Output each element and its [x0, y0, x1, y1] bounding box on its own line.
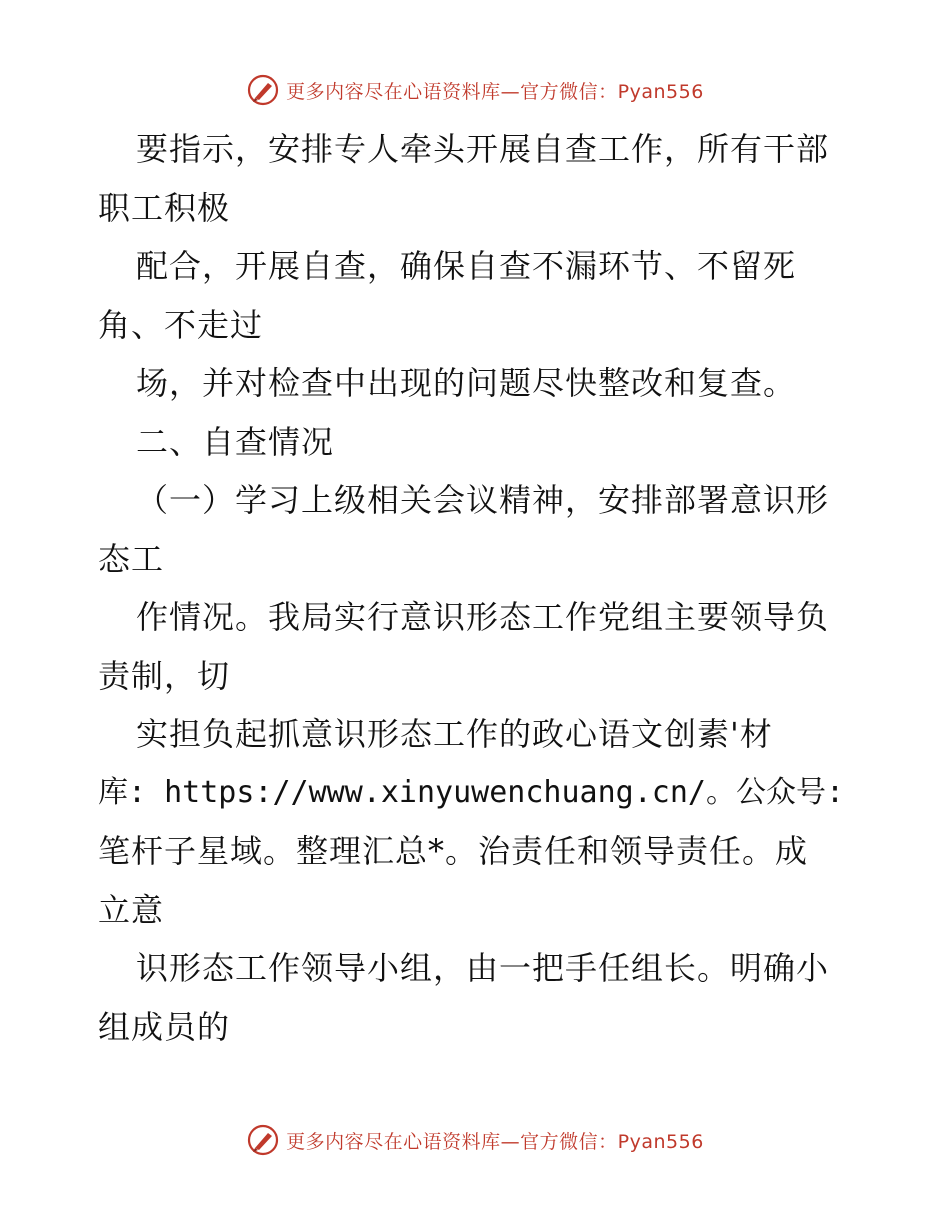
body-text-line: 二、自查情况 — [136, 422, 335, 461]
page-footer — [0, 1122, 950, 1158]
body-text-line: 识形态工作领导小组，由一把手任组长。明确小 — [136, 949, 830, 987]
body-text-line: 场，并对检查中出现的问题尽快整改和复查。 — [136, 364, 797, 402]
body-text-line: 库: https://www.xinyuwenchuang.cn/。公众号: — [98, 774, 845, 810]
body-text-line: 配合，开展自查，确保自查不漏环节、不留死 — [136, 247, 797, 285]
pen-logo-icon — [246, 73, 280, 107]
body-text-line: 作情况。我局实行意识形态工作党组主要领导负 — [136, 598, 830, 636]
body-text-line: 角、不走过 — [98, 305, 264, 344]
body-text-line: 责制，切 — [98, 656, 231, 695]
footer-banner-text: 更多内容尽在心语资料库—官方微信：Pyan556 — [286, 1130, 704, 1153]
body-text-line: 笔杆子星域。整理汇总*。治责任和领导责任。成 — [98, 832, 809, 870]
body-text-line: 态工 — [98, 539, 165, 578]
body-text-line: （一）学习上级相关会议精神，安排部署意识形 — [136, 481, 830, 519]
page-header — [0, 72, 950, 108]
header-banner-text: 更多内容尽在心语资料库—官方微信：Pyan556 — [286, 80, 704, 103]
body-text-line: 立意 — [98, 890, 165, 929]
body-text-line: 实担负起抓意识形态工作的政心语文创素'材 — [136, 715, 773, 753]
body-text-line: 组成员的 — [98, 1007, 231, 1046]
pen-logo-icon — [246, 1123, 280, 1157]
body-text-line: 要指示，安排专人牵头开展自查工作，所有干部 — [136, 130, 830, 168]
document-body — [98, 120, 868, 1056]
body-text-line: 职工积极 — [98, 188, 231, 227]
